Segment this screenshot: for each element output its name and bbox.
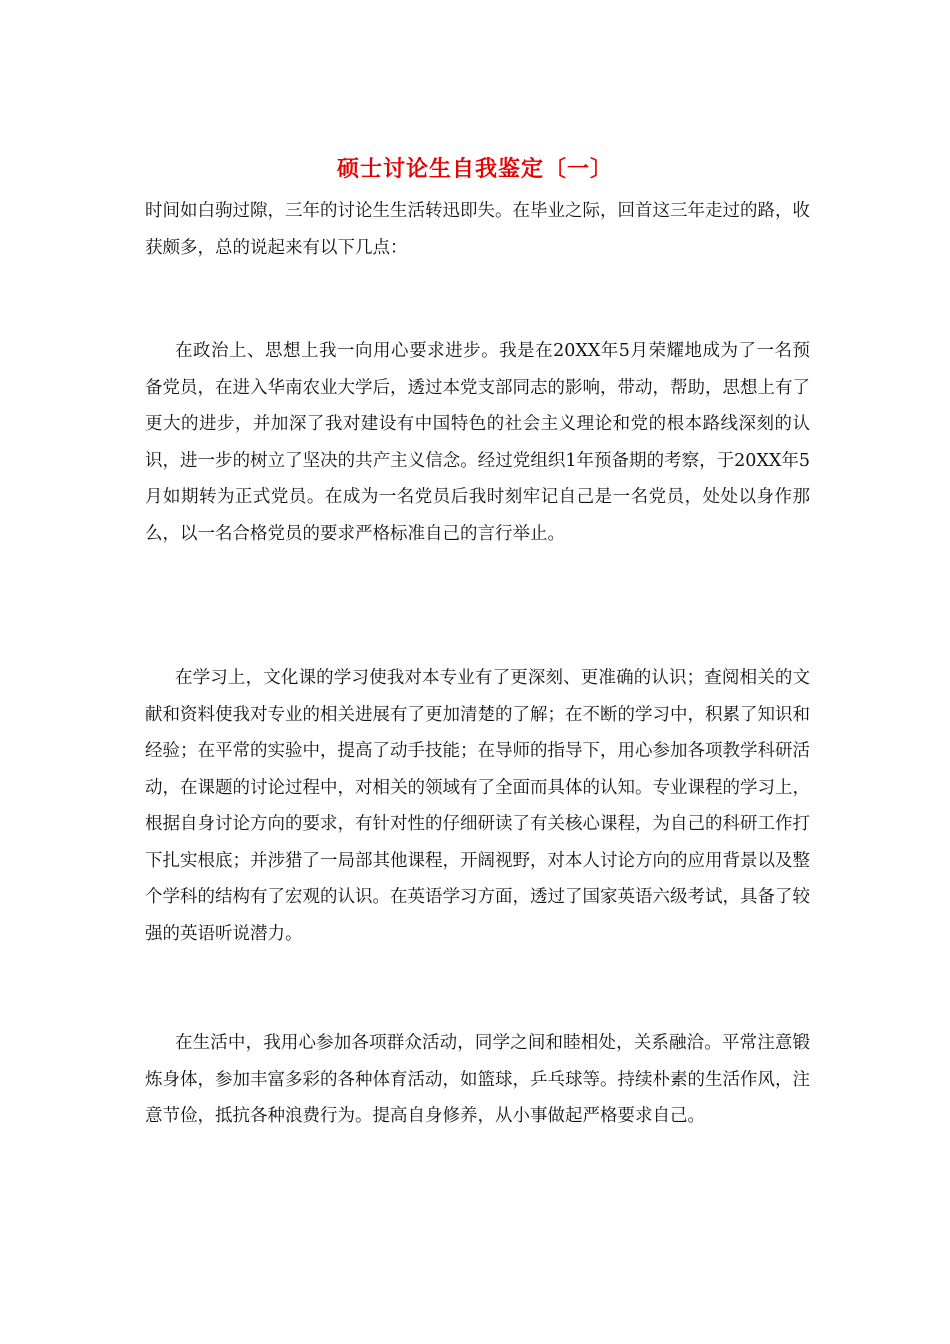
paragraph-life: 在生活中，我用心参加各项群众活动，同学之间和睦相处，关系融洽。平常注意锻炼身体，参加丰富多彩的各种体育活动，如篮球，乒乓球等。持续朴素的生活作风，注意节俭，抵抗各种浪费行为。提高自身修养，从小事做起严格要求自己。: [145, 1033, 810, 1126]
document-title: 硕士讨论生自我鉴定〔一〕: [336, 156, 613, 182]
paragraph-intro: 时间如白驹过隙，三年的讨论生生活转迅即失。在毕业之际，回首这三年走过的路，收获颇多，总的说起来有以下几点：: [145, 201, 810, 258]
paragraph-study: 在学习上，文化课的学习使我对本专业有了更深刻、更准确的认识；查阅相关的文献和资料使我对专业的相关进展有了更加清楚的了解；在不断的学习中，积累了知识和经验；在平常的实验中，提高了动手技能；在导师的指导下，用心参加各项教学科研活动，在课题的讨论过程中，对相关的领域有了全面而具体的认知。专业课程的学习上，根据自身讨论方向的要求，有针对性的仔细研读了有关核心课程，为自己的科研工作打下扎实根底；并涉猎了一局部其他课程，开阔视野，对本人讨论方向的应用背景以及整个学科的结构有了宏观的认识。在英语学习方面，透过了国家英语六级考试，具备了较强的英语听说潜力。: [145, 668, 810, 944]
paragraph-politics: 在政治上、思想上我一向用心要求进步。我是在20XX年5月荣耀地成为了一名预备党员，在进入华南农业大学后，透过本党支部同志的影响，带动，帮助，思想上有了更大的进步，并加深了我对建设有中国特色的社会主义理论和党的根本路线深刻的认识，进一步的树立了坚决的共产主义信念。经过党组织1年预备期的考察，于20XX年5月如期转为正式党员。在成为一名党员后我时刻牢记自己是一名党员，处处以身作那么，以一名合格党员的要求严格标准自己的言行举止。: [145, 341, 810, 544]
